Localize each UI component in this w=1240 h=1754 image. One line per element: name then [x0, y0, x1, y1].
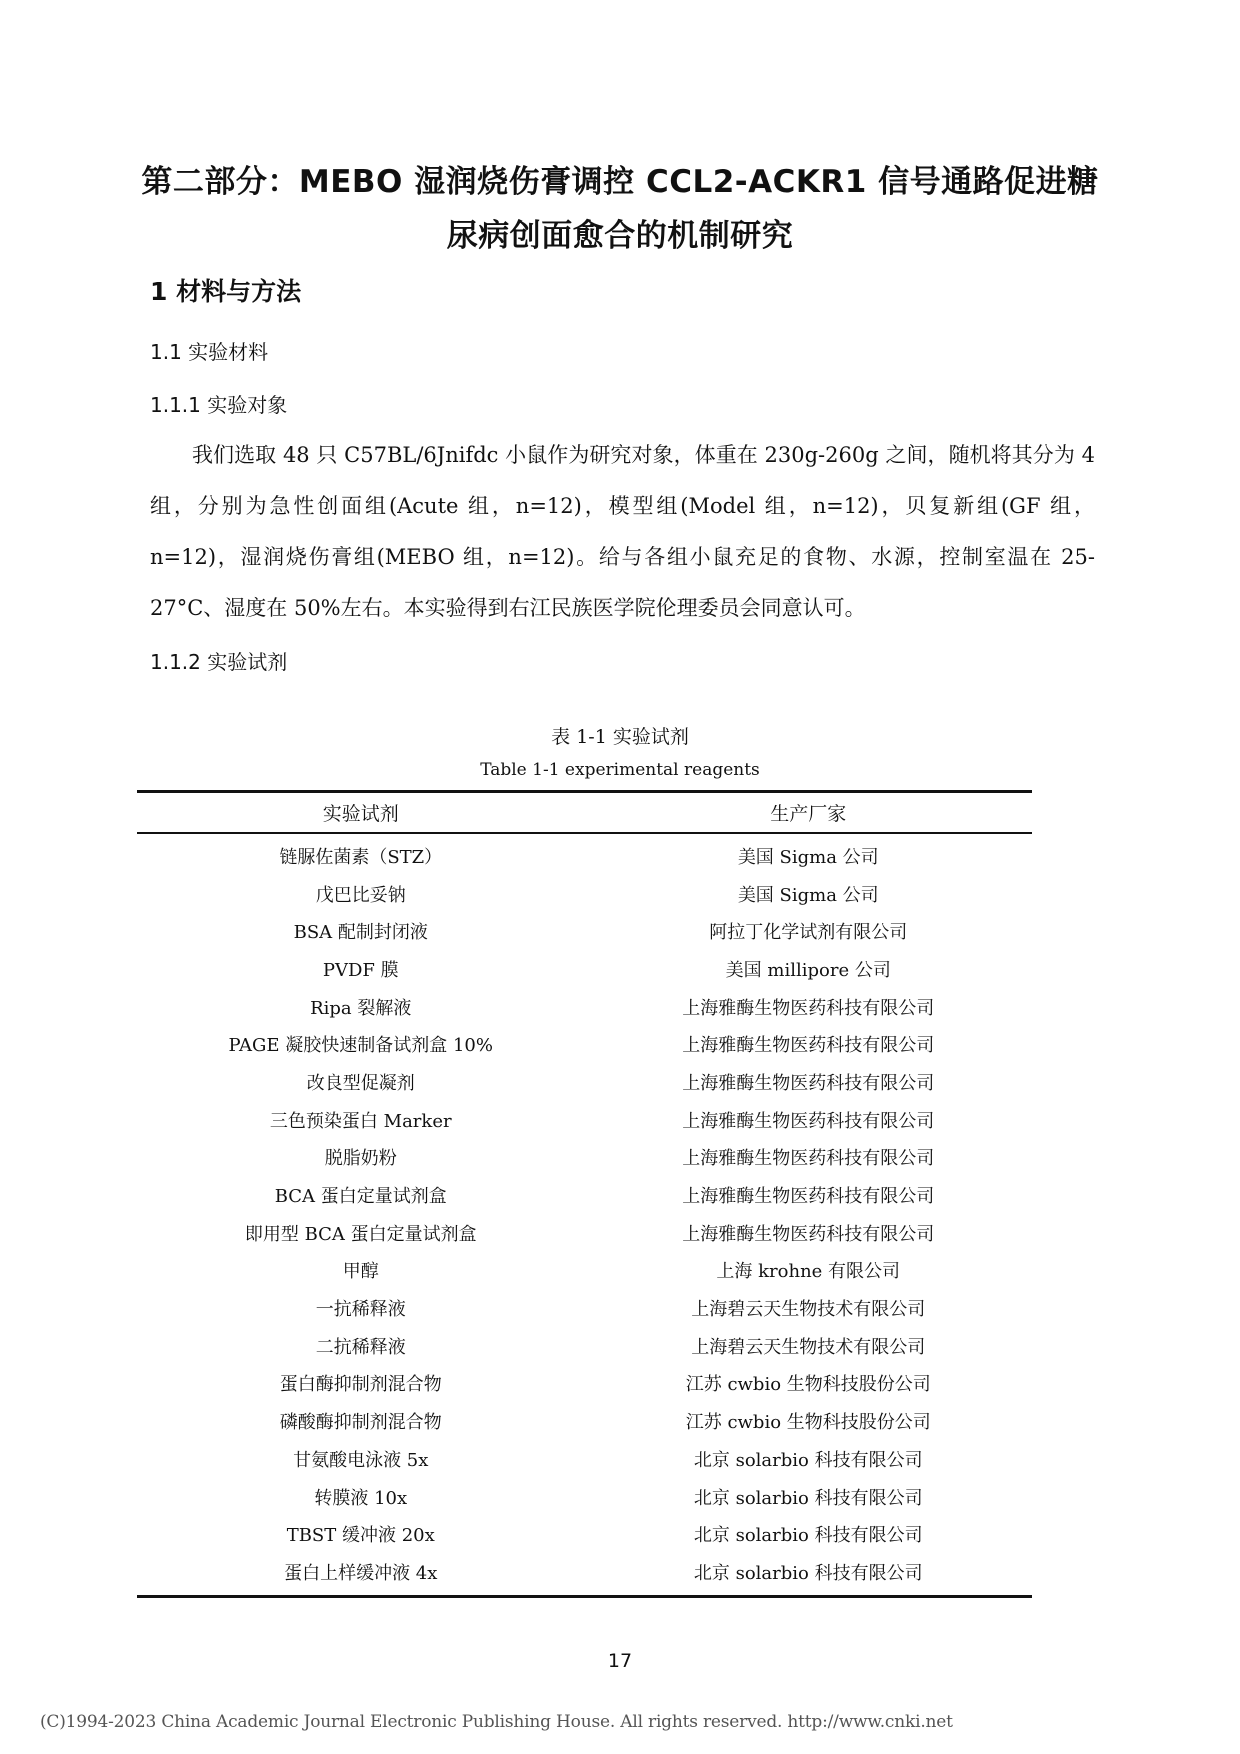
table-row: [137, 912, 1032, 950]
manufacturer-cell: 北京 solarbio 科技有限公司: [693, 1525, 923, 1547]
reagent-name-cell: 蛋白酶抑制剂混合物: [279, 1374, 442, 1396]
reagent-name-cell: 转膜液 10x: [314, 1487, 408, 1509]
section-heading-1: 1 材料与方法: [150, 277, 302, 306]
table-row: [137, 1440, 1032, 1478]
manufacturer-cell: 北京 solarbio 科技有限公司: [693, 1487, 923, 1509]
reagents-table: [137, 790, 1032, 1598]
table-row: [137, 1101, 1032, 1139]
column-header-manufacturer: 生产厂家: [770, 803, 847, 825]
reagent-name-cell: 脱脂奶粉: [324, 1148, 397, 1170]
manufacturer-cell: 美国 Sigma 公司: [737, 846, 879, 868]
table-row: [137, 1515, 1032, 1553]
reagent-name-cell: 三色预染蛋白 Marker: [269, 1110, 452, 1132]
reagent-name-cell: BCA 蛋白定量试剂盒: [274, 1186, 447, 1208]
table-row: [137, 1289, 1032, 1327]
table-caption-chinese: 表 1-1 实验试剂: [551, 726, 689, 748]
manufacturer-cell: 上海雅酶生物医药科技有限公司: [682, 1223, 935, 1245]
table-row: [137, 988, 1032, 1026]
reagent-name-cell: 戊巴比妥钠: [315, 884, 406, 906]
page-number: 17: [607, 1650, 633, 1672]
manufacturer-cell: 上海雅酶生物医药科技有限公司: [682, 1110, 935, 1132]
reagent-name-cell: 磷酸酶抑制剂混合物: [279, 1412, 442, 1434]
reagent-name-cell: 蛋白上样缓冲液 4x: [284, 1562, 438, 1584]
manufacturer-cell: 江苏 cwbio 生物科技股份公司: [685, 1412, 931, 1434]
manufacturer-cell: 上海雅酶生物医药科技有限公司: [682, 997, 935, 1019]
manufacturer-cell: 上海碧云天生物技术有限公司: [691, 1336, 926, 1358]
table-row: [137, 875, 1032, 913]
manufacturer-cell: 阿拉丁化学试剂有限公司: [709, 922, 908, 944]
reagent-name-cell: 链脲佐菌素（STZ）: [279, 846, 443, 868]
body-paragraph: [150, 430, 1095, 634]
manufacturer-cell: 美国 Sigma 公司: [737, 884, 879, 906]
title-line-1: 第二部分：MEBO 湿润烧伤膏调控 CCL2-ACKR1 信号通路促进糖: [141, 164, 1099, 200]
reagent-name-cell: Ripa 裂解液: [310, 997, 412, 1019]
manufacturer-cell: 上海雅酶生物医药科技有限公司: [682, 1186, 935, 1208]
table-row: [137, 1176, 1032, 1214]
table-row: [137, 1214, 1032, 1252]
manufacturer-cell: 北京 solarbio 科技有限公司: [693, 1562, 923, 1584]
table-row: [137, 1478, 1032, 1516]
column-header-reagent: 实验试剂: [322, 803, 399, 825]
reagent-name-cell: 甘氨酸电泳液 5x: [293, 1449, 429, 1471]
table-row: [137, 1025, 1032, 1063]
reagent-name-cell: PAGE 凝胶快速制备试剂盒 10%: [228, 1035, 493, 1057]
table-row: [137, 1327, 1032, 1365]
table-header-row: [137, 793, 1032, 834]
reagent-name-cell: PVDF 膜: [322, 959, 399, 981]
manufacturer-cell: 上海雅酶生物医药科技有限公司: [682, 1035, 935, 1057]
table-row: [137, 1365, 1032, 1403]
manufacturer-cell: 上海雅酶生物医药科技有限公司: [682, 1148, 935, 1170]
table-body: [137, 834, 1032, 1595]
table-row: [137, 837, 1032, 875]
manufacturer-cell: 上海 krohne 有限公司: [716, 1261, 901, 1283]
manufacturer-cell: 美国 millipore 公司: [725, 959, 891, 981]
paragraph-text: 我们选取 48 只 C57BL/6Jnifdc 小鼠作为研究对象，体重在 230g-260g 之间，随机将其分为 4 组，分别为急性创面组(Acute 组，n=12)，模型组(Model 组，n=12)，贝复新组(GF 组，n=12)，湿润烧伤膏组(MEBO 组，n=12)。给与各组小鼠充足的食物、水源，控制室温在 25-27°C、湿度在 50%左右。本实验得到右江民族医学院伦理委员会同意认可。: [150, 443, 1095, 620]
copyright-footer: (C)1994-2023 China Academic Journal Electronic Publishing House. All rights reserved. http://www.cnki.net: [40, 1712, 953, 1732]
table-row: [137, 1553, 1032, 1591]
manufacturer-cell: 北京 solarbio 科技有限公司: [693, 1449, 923, 1471]
section-heading-1-1-1: 1.1.1 实验对象: [150, 393, 288, 417]
section-heading-1-1-2: 1.1.2 实验试剂: [150, 650, 288, 674]
reagent-name-cell: TBST 缓冲液 20x: [286, 1525, 435, 1547]
reagent-name-cell: 二抗稀释液: [315, 1336, 406, 1358]
table-row: [137, 1139, 1032, 1177]
table-row: [137, 950, 1032, 988]
reagent-name-cell: BSA 配制封闭液: [293, 922, 428, 944]
table-row: [137, 1402, 1032, 1440]
table-caption-english: Table 1-1 experimental reagents: [480, 760, 760, 780]
manufacturer-cell: 上海碧云天生物技术有限公司: [691, 1299, 926, 1321]
reagent-name-cell: 改良型促凝剂: [306, 1072, 415, 1094]
table-row: [137, 1252, 1032, 1290]
page-title: [140, 155, 1100, 263]
section-heading-1-1: 1.1 实验材料: [150, 340, 269, 364]
manufacturer-cell: 上海雅酶生物医药科技有限公司: [682, 1072, 935, 1094]
table-row: [137, 1063, 1032, 1101]
reagent-name-cell: 一抗稀释液: [315, 1299, 406, 1321]
reagent-name-cell: 即用型 BCA 蛋白定量试剂盒: [244, 1223, 477, 1245]
reagent-name-cell: 甲醇: [342, 1261, 379, 1283]
title-line-2: 尿病创面愈合的机制研究: [446, 218, 794, 254]
manufacturer-cell: 江苏 cwbio 生物科技股份公司: [685, 1374, 931, 1396]
